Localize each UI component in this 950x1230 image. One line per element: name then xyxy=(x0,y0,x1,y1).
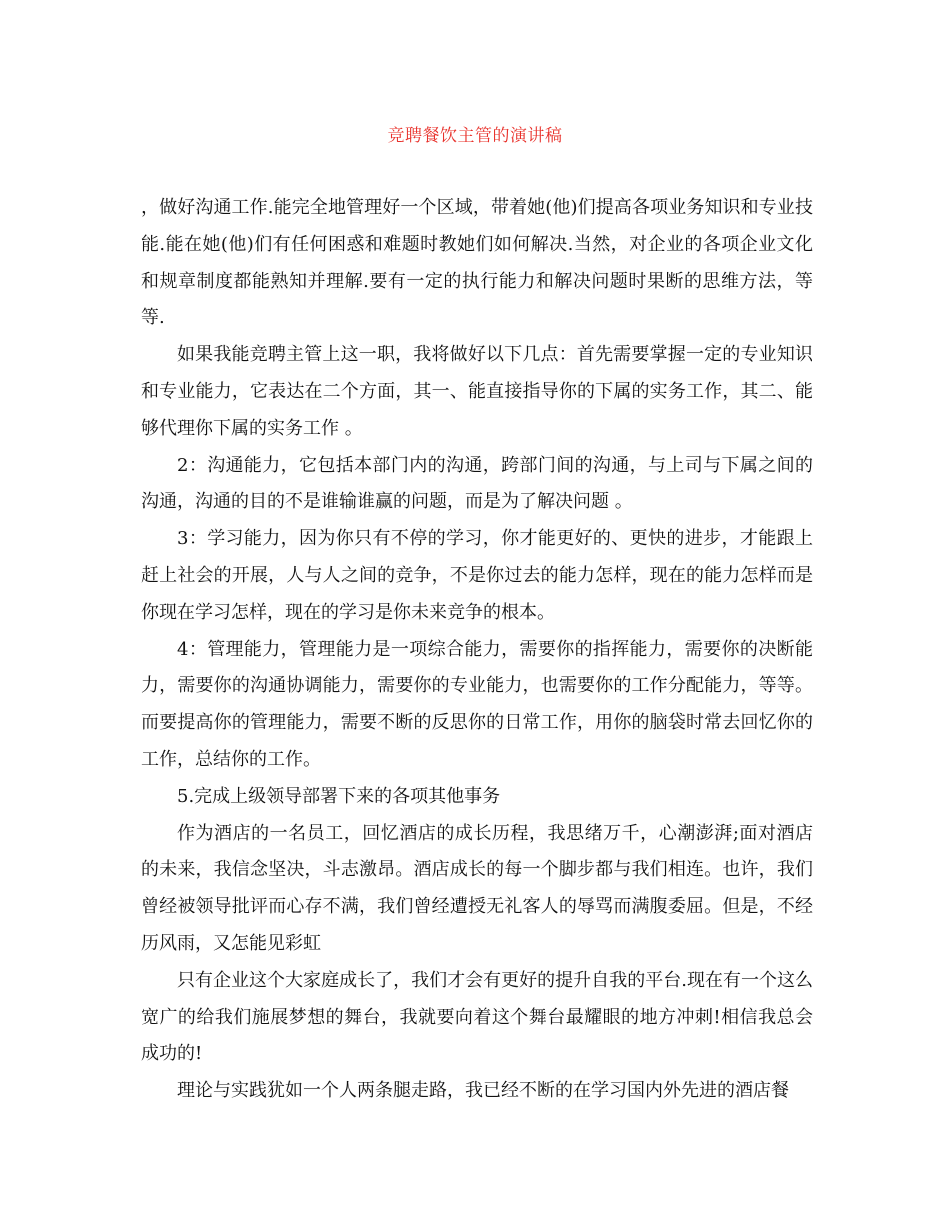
document-body xyxy=(141,190,813,1110)
paragraph: 作为酒店的一名员工，回忆酒店的成长历程，我思绪万千，心潮澎湃;面对酒店的未来，我信念坚决，斗志激昂。酒店成长的每一个脚步都与我们相连。也许，我们曾经被领导批评而心存不满，我们曾经遭授无礼客人的辱骂而满腹委屈。但是，不经历风雨，又怎能见彩虹 xyxy=(141,822,813,954)
paragraph: 2：沟通能力，它包括本部门内的沟通，跨部门间的沟通，与上司与下属之间的沟通，沟通的目的不是谁输谁赢的问题，而是为了解决问题 。 xyxy=(141,454,813,513)
paragraph: 4：管理能力，管理能力是一项综合能力，需要你的指挥能力，需要你的决断能力，需要你的沟通协调能力，需要你的专业能力，也需要你的工作分配能力，等等。而要提高你的管理能力，需要不断的反思你的日常工作，用你的脑袋时常去回忆你的工作，总结你的工作。 xyxy=(141,638,813,770)
document-title: 竞聘餐饮主管的演讲稿 xyxy=(387,126,563,146)
paragraph: 5.完成上级领导部署下来的各项其他事务 xyxy=(177,785,501,807)
paragraph: 只有企业这个大家庭成长了，我们才会有更好的提升自我的平台.现在有一个这么宽广的给我们施展梦想的舞台，我就要向着这个舞台最耀眼的地方冲刺!相信我总会成功的! xyxy=(141,969,813,1065)
paragraph: 3：学习能力，因为你只有不停的学习，你才能更好的、更快的进步，才能跟上赶上社会的开展，人与人之间的竞争，不是你过去的能力怎样，现在的能力怎样而是你现在学习怎样，现在的学习是你未来竞争的根本。 xyxy=(141,528,813,623)
paragraph: 如果我能竞聘主管上这一职，我将做好以下几点：首先需要掌握一定的专业知识和专业能力，它表达在二个方面，其一、能直接指导你的下属的实务工作，其二、能够代理你下属的实务工作 。 xyxy=(141,344,813,439)
paragraph: 理论与实践犹如一个人两条腿走路，我已经不断的在学习国内外先进的酒店餐 xyxy=(177,1080,789,1102)
paragraph: ，做好沟通工作.能完全地管理好一个区域，带着她(他)们提高各项业务知识和专业技能.能在她(他)们有任何困惑和难题时教她们如何解决.当然，对企业的各项企业文化和规章制度都能熟知并理解.要有一定的执行能力和解决问题时果断的思维方法，等等. xyxy=(141,197,813,329)
